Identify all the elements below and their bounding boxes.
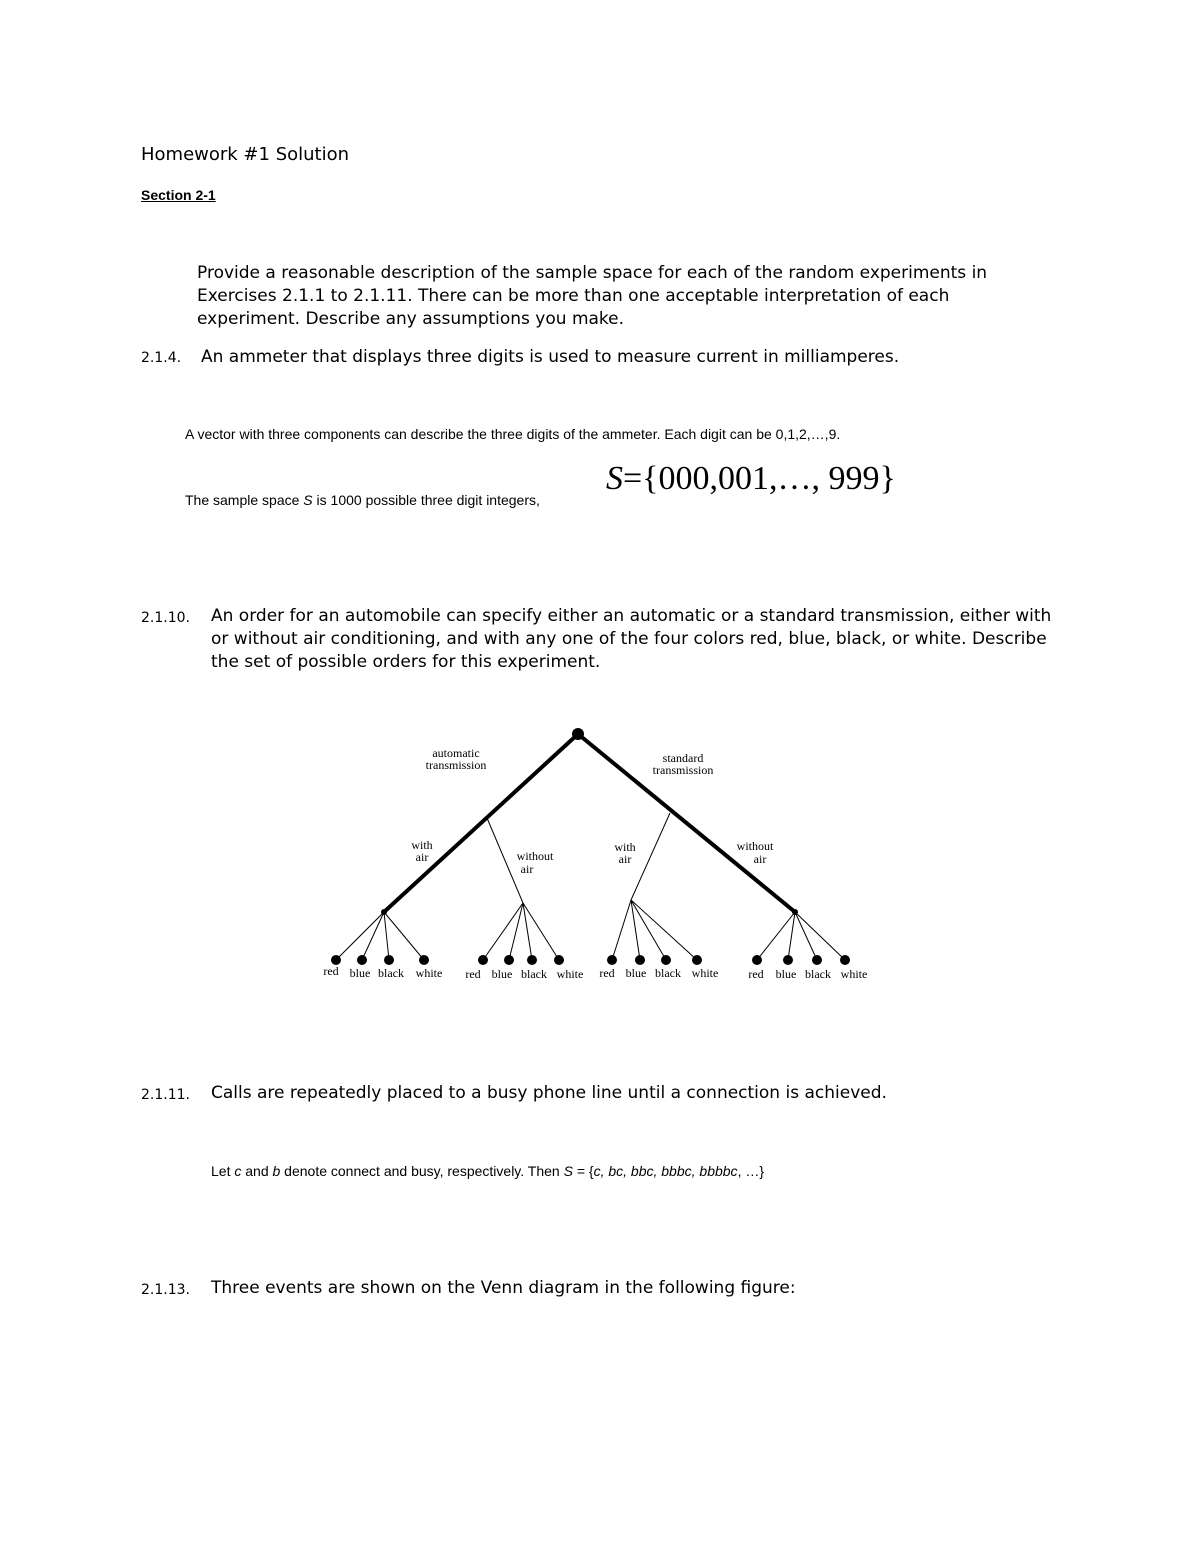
leaf-label: black	[805, 967, 831, 981]
leaf-label: black	[521, 967, 547, 981]
problem-question: An ammeter that displays three digits is used to measure current in milliamperes.	[201, 347, 900, 367]
leaf-label: red	[323, 964, 339, 978]
root-node	[572, 728, 584, 740]
leaf-label: white	[415, 966, 443, 980]
leaf-group	[336, 900, 845, 960]
label-with-air: with	[411, 838, 433, 852]
problem-number: 2.1.13.	[141, 1282, 190, 1298]
leaf-label: blue	[491, 967, 513, 981]
label-without-air: without	[516, 849, 554, 863]
leaf-label: red	[599, 966, 615, 980]
label-without-air: without	[736, 839, 774, 853]
leaf-label: black	[655, 966, 681, 980]
page-title: Homework #1 Solution	[141, 144, 350, 165]
leaf-nodes	[331, 955, 850, 965]
problem-question: An order for an automobile can specify either an automatic or a standard transmission, either with or without air conditioning, and with any one of the four colors red, blue, black, or white. Describe the set of possible orders for this experiment.	[211, 606, 1052, 672]
answer-text: The sample space S is 1000 possible three digit integers,	[185, 492, 540, 508]
leaf-label: white	[840, 967, 868, 981]
leaf-label: blue	[349, 966, 371, 980]
problem-number: 2.1.10.	[141, 610, 190, 626]
problem-question: Calls are repeatedly placed to a busy phone line until a connection is achieved.	[211, 1083, 887, 1103]
label-with-air: air	[618, 852, 632, 866]
leaf-label: blue	[625, 966, 647, 980]
label-automatic: automatic	[432, 746, 480, 760]
leaf-label: white	[691, 966, 719, 980]
branch-with-air	[631, 813, 670, 900]
label-standard: transmission	[652, 763, 714, 777]
instructions: Provide a reasonable description of the sample space for each of the random experiments in Exercises 2.1.1 to 2.1.11. There can be more than one acceptable interpretation of each experiment. Describe any assumptions you make.	[197, 263, 988, 329]
label-with-air: with	[614, 840, 636, 854]
problem-question: Three events are shown on the Venn diagram in the following figure:	[211, 1278, 796, 1298]
label-without-air: air	[520, 862, 534, 876]
label-with-air: air	[415, 850, 429, 864]
tree-node	[381, 909, 387, 915]
leaf-label: red	[748, 967, 764, 981]
leaf-label: red	[465, 967, 481, 981]
leaf-label: black	[378, 966, 404, 980]
label-standard: standard	[662, 751, 704, 765]
tree-node	[792, 909, 798, 915]
problem-number: 2.1.4.	[141, 350, 182, 366]
answer-text: Let c and b denote connect and busy, respectively. Then S = {c, bc, bbc, bbbc, bbbbc, …}	[211, 1163, 765, 1179]
leaf-label: white	[556, 967, 584, 981]
label-automatic: transmission	[425, 758, 487, 772]
sample-space-formula: S={000,001,…, 999}	[606, 460, 896, 497]
answer-text: A vector with three components can describe the three digits of the ammeter. Each digit can be 0,1,2,…,9.	[185, 426, 841, 442]
section-heading: Section 2-1	[141, 187, 216, 203]
problem-number: 2.1.11.	[141, 1087, 190, 1103]
label-without-air: air	[753, 852, 767, 866]
leaf-label: blue	[775, 967, 797, 981]
